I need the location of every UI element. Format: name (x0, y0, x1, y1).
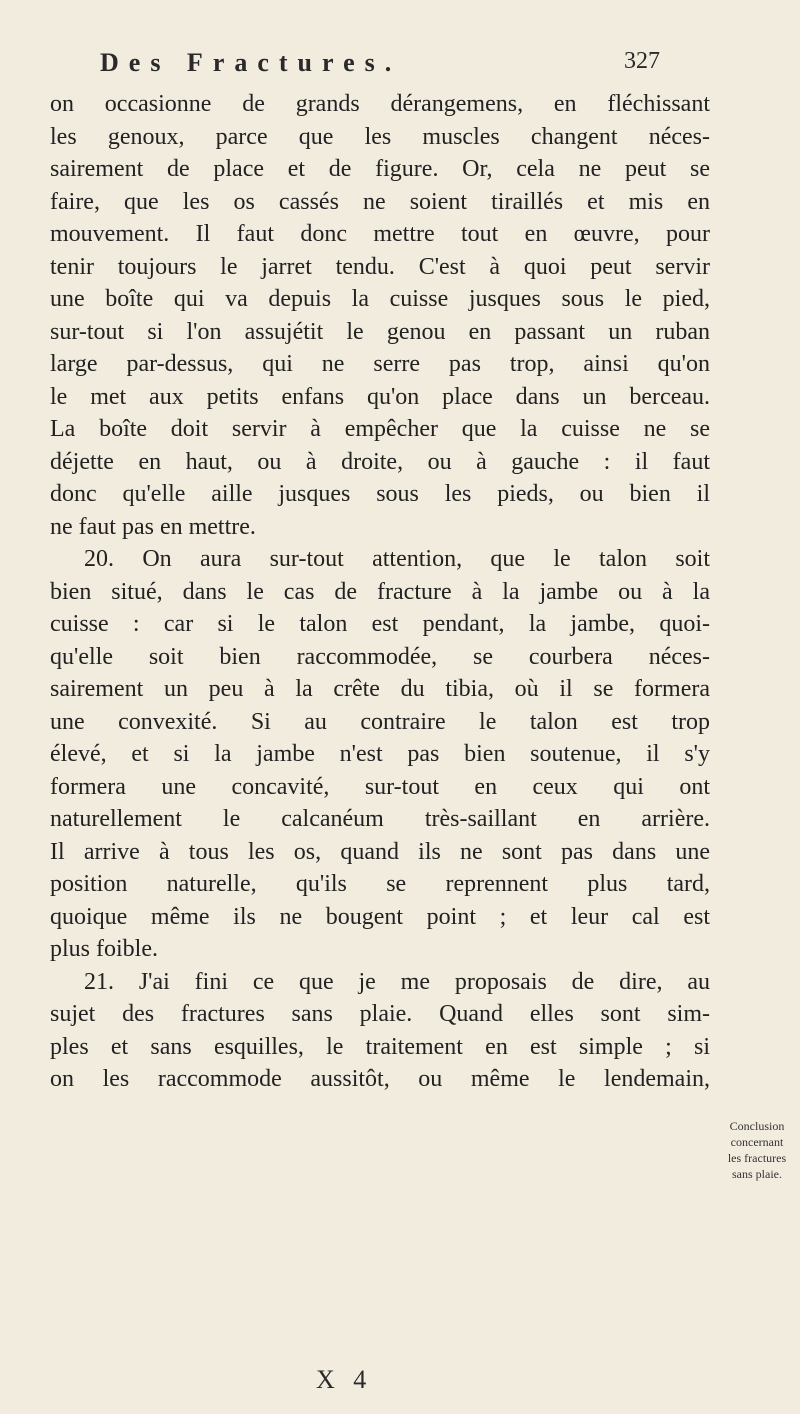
text-line: position naturelle, qu'ils se reprennent plus tard, (50, 871, 710, 897)
text-line: ples et sans esquilles, le traitement en est simple ; si (50, 1033, 710, 1060)
text-line: cuisse : car si le talon est pendant, la jambe, quoi- (50, 611, 710, 637)
text-line: bien situé, dans le cas de fracture à la jambe ou à la (50, 578, 710, 605)
text-line: sairement un peu à la crête du tibia, où il se formera (50, 676, 710, 702)
signature-mark: X 4 (316, 1365, 373, 1394)
text-line: formera une concavité, sur-tout en ceux qui ont (50, 773, 710, 800)
text-line: ne faut pas en mettre. (50, 513, 256, 540)
text-line: les genoux, parce que les muscles changent néces- (50, 123, 710, 150)
text-line: naturellement le calcanéum très-saillant en arrière. (50, 806, 710, 832)
text-line: plus foible. (50, 936, 158, 962)
text-line: mouvement. Il faut donc mettre tout en œuvre, pour (50, 221, 710, 247)
margin-note (722, 1118, 792, 1182)
text-line: déjette en haut, ou à droite, ou à gauche : il faut (50, 448, 710, 475)
running-title: Des Fractures. (100, 48, 402, 77)
body-text (50, 88, 710, 1096)
margin-note-line: concernant (730, 1135, 784, 1149)
margin-note-line: Conclusion (729, 1119, 785, 1133)
text-line: le met aux petits enfans qu'on place dans un berceau. (50, 383, 710, 410)
running-header (100, 48, 660, 82)
margin-note-line: sans plaie. (732, 1167, 782, 1181)
text-line: qu'elle soit bien raccommodée, se courbera néces- (50, 643, 710, 670)
text-line: une boîte qui va depuis la cuisse jusques sous le pied, (50, 286, 710, 312)
text-line: faire, que les os cassés ne soient tiraillés et mis en (50, 188, 710, 215)
text-line: on occasionne de grands dérangemens, en fléchissant (50, 91, 710, 117)
text-line: on les raccommode aussitôt, ou même le lendemain, (50, 1066, 710, 1092)
page-number: 327 (624, 48, 660, 74)
text-line: La boîte doit servir à empêcher que la cuisse ne se (50, 416, 710, 442)
text-line: Il arrive à tous les os, quand ils ne sont pas dans une (50, 838, 710, 865)
text-line: 21. J'ai fini ce que je me proposais de dire, au (84, 968, 710, 995)
text-line: sur-tout si l'on assujétit le genou en passant un ruban (50, 318, 710, 345)
text-line: large par-dessus, qui ne serre pas trop, ainsi qu'on (50, 351, 710, 377)
text-line: élevé, et si la jambe n'est pas bien soutenue, il s'y (50, 741, 710, 767)
margin-note-line: les fractures (727, 1151, 787, 1165)
text-line: sujet des fractures sans plaie. Quand elles sont sim- (50, 1001, 710, 1027)
text-line: une convexité. Si au contraire le talon est trop (50, 708, 710, 735)
text-line: 20. On aura sur-tout attention, que le talon soit (84, 546, 710, 572)
text-line: sairement de place et de figure. Or, cela ne peut se (50, 156, 710, 182)
text-line: tenir toujours le jarret tendu. C'est à quoi peut servir (50, 253, 710, 280)
text-line: donc qu'elle aille jusques sous les pieds, ou bien il (50, 481, 710, 507)
text-line: quoique même ils ne bougent point ; et leur cal est (50, 903, 710, 930)
